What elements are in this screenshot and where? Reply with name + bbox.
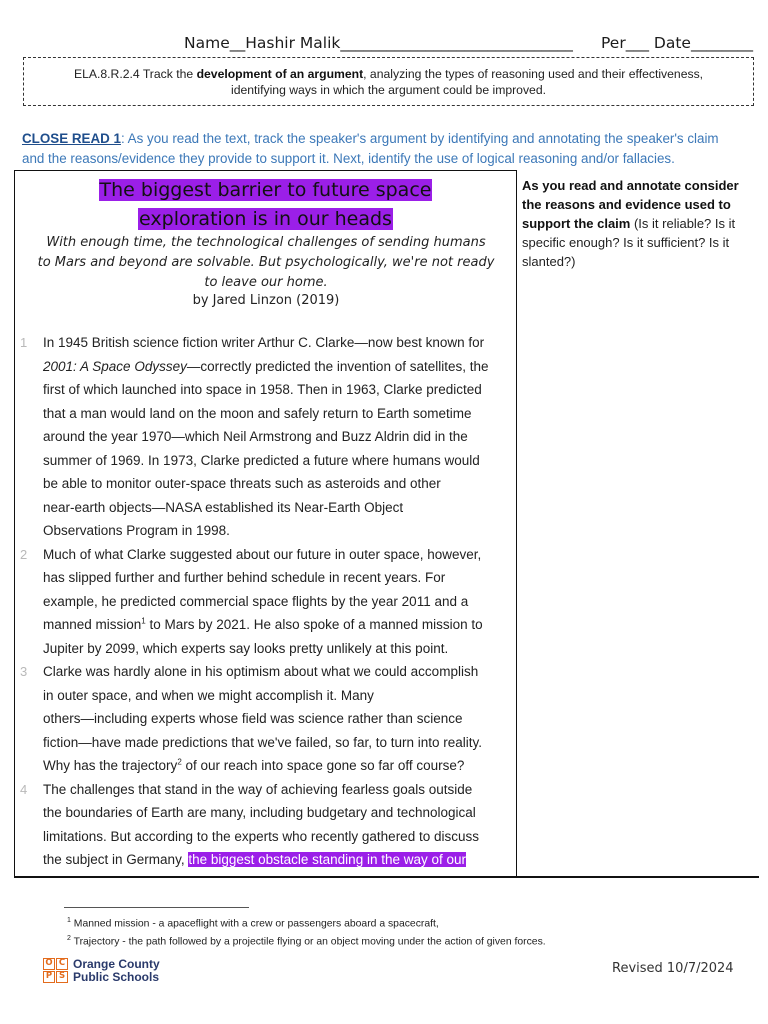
line-with-footnote-ref: manned mission$^1$ to Mars by 2021. He also spoke of a manned mission to <box>43 616 483 632</box>
date-label: Date <box>653 34 691 52</box>
paragraph-text: The challenges that stand in the way of achieving fearless goals outside the boundaries of Earth are many, including budgetary and technological limitations. But according to the experts who recently gathered to discuss the subject in Germany, the biggest obstacle standing in the way of our <box>43 781 479 867</box>
article-bottom-rule <box>14 876 759 878</box>
footnote-2: $^2$ Trajectory - the path followed by a projectile flying or an object moving under the action of given forces. <box>67 935 546 948</box>
paragraph-text: Much of what Clarke suggested about our future in outer space, however, has slipped further and further behind schedule in recent years. For example, he predicted commercial space flights by the year 2011 and a manned mission$^1$ to Mars by 2021. He also spoke of a manned mission to Jupiter by 2099, which experts say looks pretty unlikely at this point. <box>43 543 515 661</box>
name-label: Name <box>184 34 230 52</box>
ocps-logo-text: Orange County Public Schools <box>73 957 160 984</box>
standard-line-2: identifying ways in which the argument could be improved. <box>230 83 546 97</box>
annotation-guidance <box>522 176 758 271</box>
close-read-instructions: CLOSE READ 1: As you read the text, track the speaker's argument by identifying and annotating the speaker's claim and the reasons/evidence they provide to support it. Next, identify the use of logical reasoning and/or fallacies. <box>22 131 719 166</box>
paragraph-number: 1 <box>20 335 28 350</box>
close-read-label: CLOSE READ 1 <box>22 131 121 146</box>
standard-bold-phrase: development of an argument <box>196 67 364 81</box>
paragraph-number: 4 <box>20 781 28 797</box>
footnote-rule <box>64 907 249 908</box>
article-title <box>0 176 531 234</box>
line-with-italic-title: 2001: A Space Odyssey—correctly predicted the invention of satellites, the <box>43 358 489 374</box>
article-subtitle: With enough time, the technological challenges of sending humans to Mars and beyond are solvable. But psychologically, we're not ready to leave our home. <box>37 235 495 290</box>
footnote-ref: 1 <box>141 616 146 626</box>
student-name-field[interactable]: Name__Hashir Malik______________________________ <box>184 34 573 52</box>
revised-date: Revised 10/7/2024 <box>612 961 734 976</box>
line-with-footnote-ref: Why has the trajectory$^2$ of our reach into space gone so far off course? <box>43 757 465 773</box>
guidance-bold: As you read and annotate consider the reasons and evidence used to support the claim <box>522 178 739 231</box>
ocps-logo-mark: O C P S <box>43 958 69 984</box>
standard-box <box>23 57 754 106</box>
article-byline: by Jared Linzon (2019) <box>192 293 340 308</box>
period-label: Per <box>601 34 626 52</box>
paragraph-number: 3 <box>20 664 28 679</box>
period-date-fields[interactable] <box>601 34 753 52</box>
date-blank: ________ <box>690 34 753 52</box>
ocps-logo <box>43 958 163 988</box>
title-line-1: The biggest barrier to future space <box>99 179 432 201</box>
name-blank: ______________________________ <box>340 34 573 52</box>
standard-line-1: ELA.8.R.2.4 Track the development of an argument, analyzing the types of reasoning used and their effectiveness, <box>73 67 704 81</box>
highlighted-claim: the biggest obstacle standing in the way of our <box>188 852 467 867</box>
paragraph-text: Clarke was hardly alone in his optimism about what we could accomplish in outer space, and when we might accomplish it. Many others—including experts whose field was science rather than science fiction—have made predictions that we've failed, so far, to turn into reality. Why has the trajectory$^2$ of our reach into space gone so far off course? <box>43 660 515 778</box>
title-line-2: exploration is in our heads <box>139 208 392 230</box>
footnote-ref: 2 <box>177 757 182 767</box>
footnotes <box>67 913 757 950</box>
period-blank: ___ <box>625 34 649 52</box>
guidance-questions: (Is it reliable? Is it specific enough? Is it sufficient? Is it slanted?) <box>522 216 736 269</box>
book-title: 2001: A Space Odyssey <box>43 358 187 374</box>
paragraph-text: In 1945 British science fiction writer Arthur C. Clarke—now best known for 2001: A Space Odyssey—correctly predicted the invention of satellites, the first of which launched into space in 1958. Then in 1963, Clarke predicted that a man would land on the moon and safely return to Earth sometime around the year 1970—which Neil Armstrong and Buzz Aldrin did in the summer of 1969. In 1973, Clarke predicted a future where humans would be able to monitor outer-space threats such as asteroids and other near-earth objects—NASA established its Near-Earth Object Observations Program in 1998. <box>43 331 515 543</box>
footnote-1: $^1$ Manned mission - a apaceflight with a crew or passengers aboard a spacecraft, <box>67 917 439 930</box>
student-name-value: Hashir Malik <box>245 34 341 52</box>
paragraph-number: 2 <box>20 546 28 562</box>
